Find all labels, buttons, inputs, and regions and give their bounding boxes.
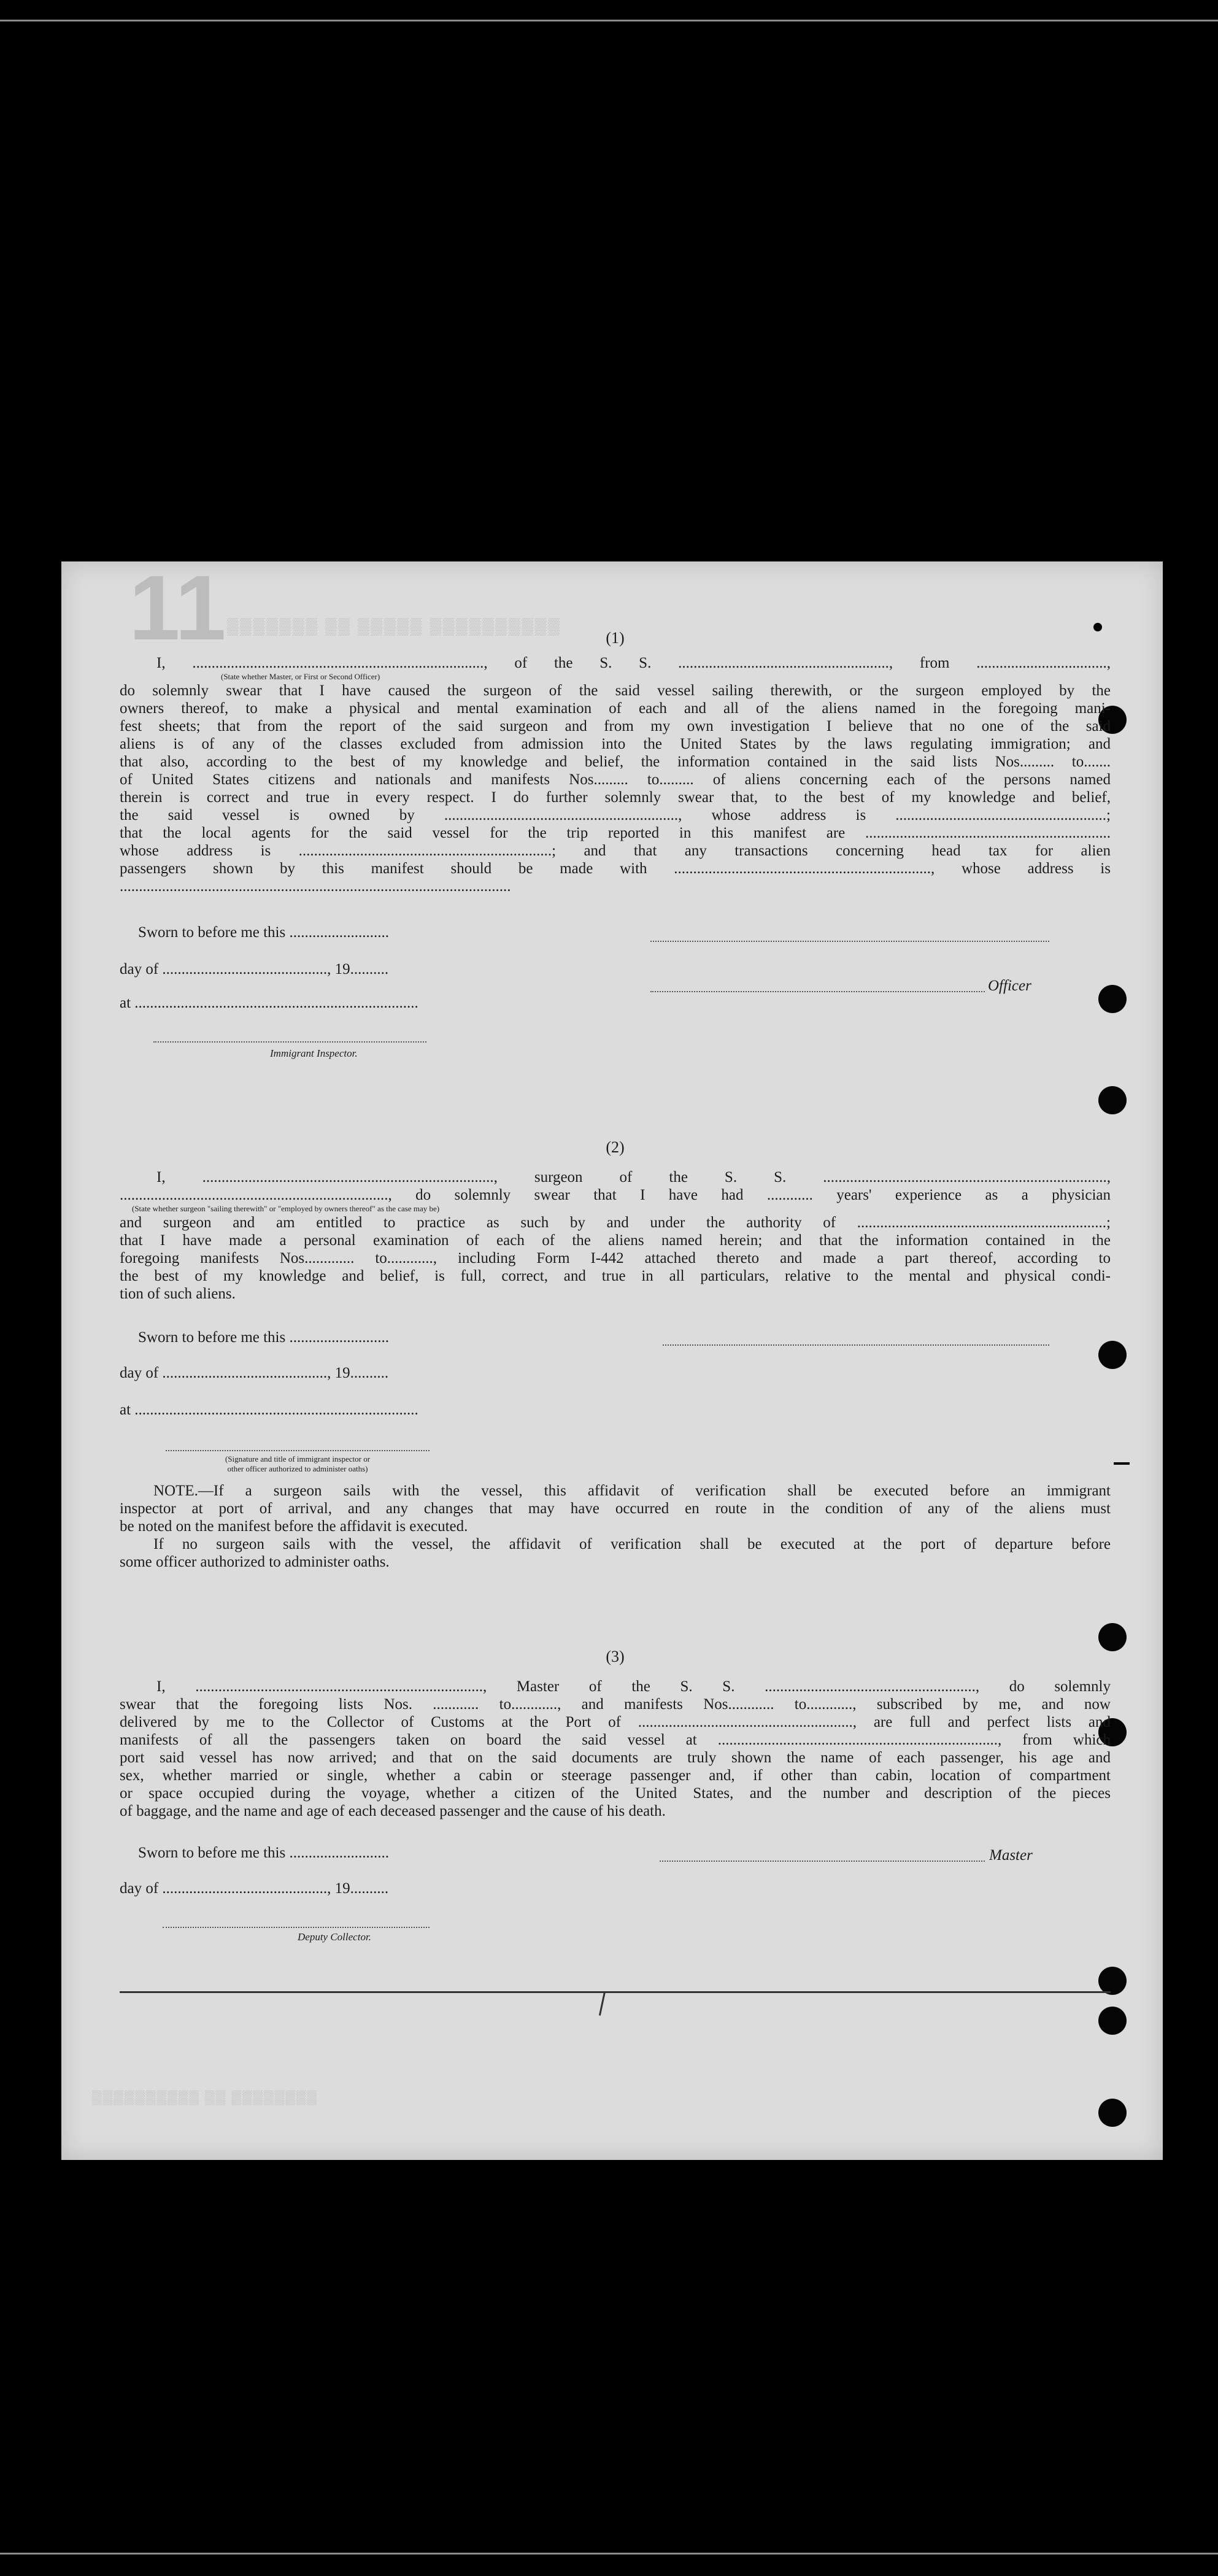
text-line: or space occupied during the voyage, whether a citizen of the United States, and the number and description of the pieces — [120, 1785, 1111, 1802]
section-3 — [120, 1648, 1111, 1820]
text-line: port said vessel has now arrived; and that on the said documents are truly shown the name of each passenger, his age and — [120, 1749, 1111, 1766]
note-line: some officer authorized to administer oaths. — [120, 1554, 390, 1570]
text-line: I, ..........................................................................., Master of the S. S. ......................................................., do solemnly — [156, 1678, 1111, 1695]
punch-hole — [1098, 1086, 1127, 1114]
punch-hole — [1098, 2099, 1127, 2127]
text-line: ...................................................................................................... — [120, 878, 511, 895]
text-line: of baggage, and the name and age of each deceased passenger and the cause of his death. — [120, 1803, 666, 1819]
signature-caption-line-1: (Signature and title of immigrant inspector or — [225, 1454, 371, 1463]
text-line: aliens is of any of the classes excluded from admission into the United States by the laws regulating immigration; and — [120, 736, 1111, 752]
text-line: sex, whether married or single, whether a cabin or steerage passenger and, if other than cabin, location of compartment — [120, 1767, 1111, 1784]
document-page — [61, 556, 1163, 2160]
section-heading: (1) — [606, 629, 625, 647]
day-line: day of ..........................................., 19.......... — [120, 1880, 389, 1897]
officer-caption: Officer — [988, 978, 1031, 994]
signature-caption-line-2: other officer authorized to administer oaths) — [227, 1464, 368, 1473]
section-2-at — [120, 1401, 1111, 1419]
note-line: be noted on the manifest before the affidavit is executed. — [120, 1518, 468, 1535]
text-line: and surgeon and am entitled to practice as such by and under the authority of .................................................................; — [120, 1214, 1111, 1231]
section-2 — [120, 1138, 1111, 1303]
edge-mark — [1114, 1462, 1130, 1465]
pencil-mark — [599, 1991, 606, 2016]
sworn-line: Sworn to before me this .......................... — [138, 924, 389, 941]
section-3-sworn — [120, 1844, 1111, 1862]
master-caption: Master — [989, 1847, 1033, 1864]
text-line: fest sheets; that from the report of the said surgeon and from my own investigation I believe that no one of the said — [120, 718, 1111, 735]
day-line: day of ..........................................., 19.......... — [120, 961, 389, 978]
signature-line — [650, 941, 1049, 943]
text-line: of United States citizens and nationals and manifests Nos......... to......... of aliens concerning each of the persons named — [120, 771, 1111, 788]
note-line: inspector at port of arrival, and any changes that may have occurred en route in the condition of any of the aliens must — [120, 1500, 1111, 1517]
section-2-second-line: ......................................................................, do solemnly swear that I have had ............ years' experience as a physician — [120, 1187, 1111, 1203]
note-line — [120, 1482, 1111, 1500]
section-2-note — [120, 1482, 1111, 1571]
section-2-sworn — [120, 1328, 1111, 1346]
text-line: owners thereof, to make a physical and mental examination of each and all of the aliens named in the foregoing mani- — [120, 700, 1111, 717]
field-caption: (State whether surgeon "sailing therewith" or "employed by owners thereof" as the case may be) — [132, 1204, 440, 1213]
text-line: tion of such aliens. — [120, 1286, 236, 1302]
text-line: the best of my knowledge and belief, is full, correct, and true in all particulars, relative to the mental and physical condi- — [120, 1268, 1111, 1284]
section-2-day — [120, 1364, 1111, 1382]
section-3-day — [120, 1880, 1111, 1897]
field-caption: (State whether Master, or First or Second Officer) — [221, 672, 380, 681]
officer-signature-line — [650, 991, 985, 993]
deputy-signature-line — [163, 1927, 430, 1929]
note-label: NOTE. — [153, 1483, 198, 1499]
note-text: —If a surgeon sails with the vessel, this affidavit of verification shall be executed before an immigrant — [198, 1483, 1111, 1499]
text-line: passengers shown by this manifest should be made with ..................................................................., whose address is — [120, 860, 1111, 877]
text-line: manifests of all the passengers taken on board the said vessel at ........................................................................., from which — [120, 1732, 1111, 1748]
section-heading: (2) — [606, 1138, 625, 1156]
text-line: delivered by me to the Collector of Customs at the Port of ........................................................, are full and perfect lists and — [120, 1714, 1111, 1730]
section-heading: (3) — [606, 1648, 625, 1665]
at-line: at .......................................................................... — [120, 1402, 418, 1418]
bleed-through-stamp: 11 — [129, 556, 226, 659]
master-signature-line — [660, 1861, 985, 1863]
signature-caption — [166, 1454, 430, 1474]
inspector-signature-line — [153, 1041, 426, 1044]
text-line: that also, according to the best of my knowledge and belief, the information contained in the said lists Nos......... to....... — [120, 754, 1111, 770]
section-1-first-line: I, ............................................................................, of the S. S. ......................................................., from .................................., — [156, 655, 1111, 671]
note-line: If no surgeon sails with the vessel, the affidavit of verification shall be executed at the port of departure before — [153, 1536, 1111, 1552]
section-1 — [120, 629, 1111, 895]
punch-hole — [1098, 2007, 1127, 2035]
deputy-caption: Deputy Collector. — [298, 1931, 371, 1943]
film-bottom-line — [0, 2553, 1218, 2555]
section-1-at — [120, 994, 1111, 1012]
text-line: whose address is ..................................................................; and that any transactions concerning head tax for alien — [120, 843, 1111, 859]
film-top-line — [0, 20, 1218, 21]
text-line: do solemnly swear that I have caused the surgeon of the said vessel sailing therewith, or the surgeon employed by the — [120, 682, 1111, 699]
at-line: at .......................................................................... — [120, 995, 418, 1011]
section-1-body — [120, 682, 1111, 895]
text-line: swear that the foregoing lists Nos. ............ to............, and manifests Nos............ to............, subscribed by me, and now — [120, 1696, 1111, 1713]
inspector-signature-line — [166, 1450, 430, 1452]
bleed-through-footer: ▒▒▒▒▒▒▒▒▒▒ ▒▒ ▒▒▒▒▒▒▒▒ — [92, 2089, 318, 2105]
section-2-first-line: I, ............................................................................, surgeon of the S. S. .........................................................................., — [156, 1169, 1111, 1186]
inspector-caption: Immigrant Inspector. — [270, 1047, 358, 1059]
text-line: that the local agents for the said vessel for the trip reported in this manifest are ................................................................ — [120, 825, 1111, 841]
text-line: that I have made a personal examination of each of the aliens named herein; and that the information contained in the — [120, 1232, 1111, 1249]
bottom-rule — [120, 1991, 1111, 1993]
text-line: the said vessel is owned by ............................................................., whose address is .......................................................; — [120, 807, 1111, 823]
signature-line — [663, 1344, 1049, 1347]
section-1-signatures — [120, 924, 1111, 941]
sworn-line: Sworn to before me this .......................... — [138, 1845, 389, 1861]
sworn-line: Sworn to before me this .......................... — [138, 1329, 389, 1346]
text-line: therein is correct and true in every respect. I do further solemnly swear that, to the best of my knowledge and belief, — [120, 789, 1111, 806]
bleed-through-header: ▒▒▒▒▒▒▒ ▒▒ ▒▒▒▒▒ ▒▒▒▒▒▒▒▒▒▒ — [227, 617, 561, 635]
day-line: day of ..........................................., 19.......... — [120, 1365, 389, 1381]
text-line: foregoing manifests Nos............. to............, including Form I-442 attached thereto and made a part thereof, according to — [120, 1250, 1111, 1267]
section-1-day — [120, 960, 1111, 978]
